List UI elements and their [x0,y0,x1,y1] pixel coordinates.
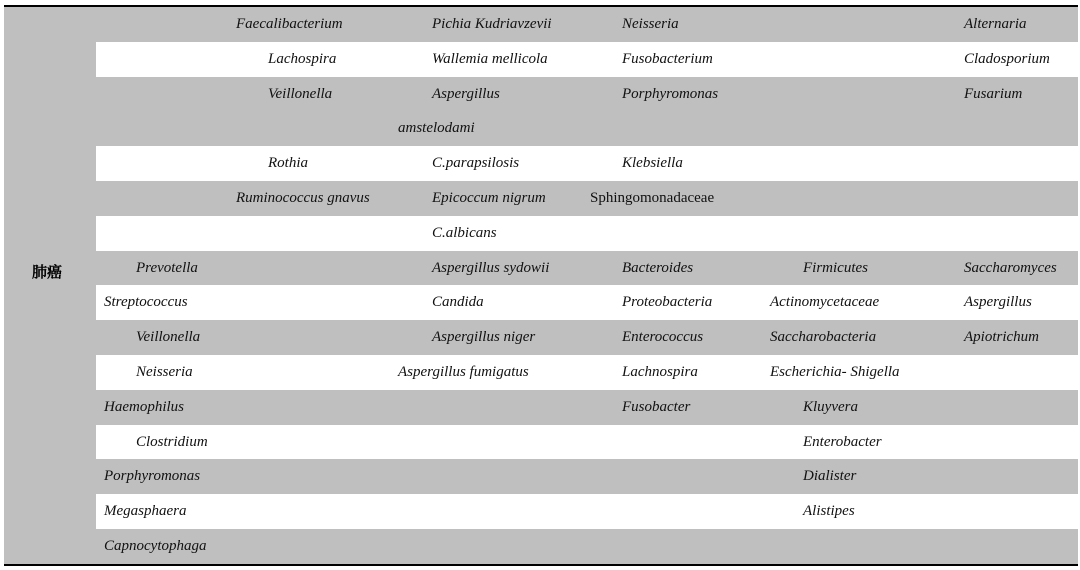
table-cell: Saccharobacteria [770,329,877,346]
table-cell: Faecalibacterium [236,16,343,32]
table-row [96,285,1078,320]
table-row [96,425,1078,460]
table-cell: Fusarium [964,85,1023,102]
table-cell: Epicoccum nigrum [432,189,546,206]
disease-label-column [4,7,96,564]
table-row [96,355,1078,390]
table-cell: Enterobacter [803,433,882,450]
table-cell: Escherichia- Shigella [770,363,900,380]
table-cell: Aspergillus fumigatus [398,363,529,380]
table-cell: Aspergillus niger [432,329,536,346]
table-row [96,494,1078,529]
table-rows [96,7,1078,564]
table-cell: Cladosporium [964,50,1050,67]
table-cell: Ruminococcus gnavus [236,189,370,206]
table-cell: Capnocytophaga [104,537,207,554]
table-cell: Firmicutes [803,259,868,276]
table-cell: C.parapsilosis [432,155,520,172]
table-row [96,459,1078,494]
table-cell: Enterococcus [622,329,704,346]
table-cell: Prevotella [136,259,198,276]
table-cell: Alternaria [964,16,1027,32]
table-cell: Candida [432,294,484,311]
microbe-table [4,5,1078,566]
table-cell: Porphyromonas [104,468,201,485]
table-cell: Veillonella [268,85,333,102]
table-row [96,146,1078,181]
table-row [96,77,1078,112]
table-cell: Aspergillus sydowii [432,259,550,276]
table-cell: Megasphaera [104,503,187,520]
table-cell: Porphyromonas [622,85,719,102]
table-cell: Dialister [803,468,857,485]
table-cell: Bacteroides [622,259,694,276]
table-row [96,251,1078,286]
table-row [96,216,1078,251]
table-cell: Aspergillus [964,294,1032,311]
table-row [96,181,1078,216]
table-cell: Veillonella [136,329,201,346]
table-row [96,529,1078,564]
table-cell: Neisseria [622,16,679,32]
table-cell: Fusobacter [622,398,691,415]
table-cell: Sphingomonadaceae [590,189,715,206]
table-cell: amstelodami [398,120,475,137]
table-cell: Aspergillus [432,85,500,102]
table-cell: Lachnospira [622,363,698,380]
table-row [96,7,1078,42]
table-row [96,320,1078,355]
table-cell: Clostridium [136,433,208,450]
table-row [96,111,1078,146]
table-cell: Proteobacteria [622,294,713,311]
table-cell: Klebsiella [622,155,683,172]
table-cell: Neisseria [136,363,193,380]
table-cell: Alistipes [803,503,855,520]
disease-label: 肺癌 [32,263,63,281]
table-cell: Haemophilus [104,398,184,415]
table-cell: Apiotrichum [964,329,1039,346]
table-cell: Pichia Kudriavzevii [432,16,552,32]
table-cell: Saccharomyces [964,259,1057,276]
table-row [96,42,1078,77]
table-cell: Streptococcus [104,294,188,311]
table-cell: Kluyvera [803,398,858,415]
table-cell: Wallemia mellicola [432,50,548,67]
table-cell: C.albicans [432,224,497,241]
table-cell: Lachospira [268,50,337,67]
table-row [96,390,1078,425]
table-cell: Fusobacterium [622,50,713,67]
table-cell: Rothia [268,155,308,172]
table-cell: Actinomycetaceae [770,294,880,311]
